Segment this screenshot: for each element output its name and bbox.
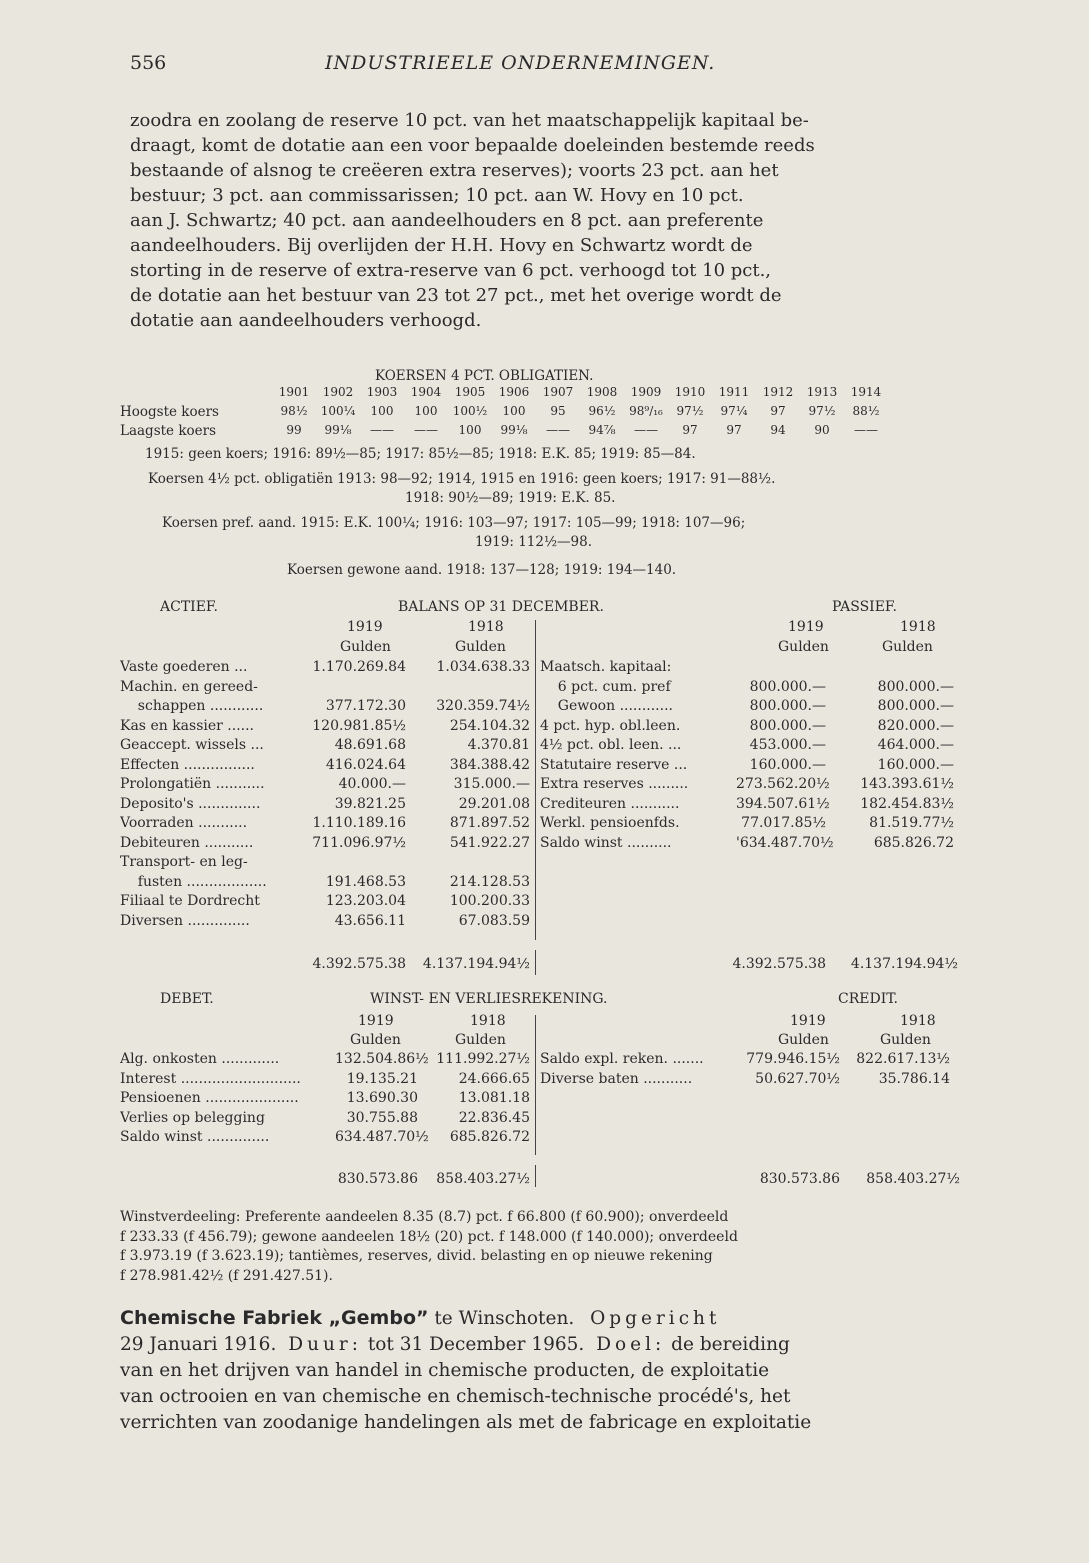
year-header: 1911 — [718, 385, 750, 399]
table-row — [120, 912, 530, 932]
row-label: Diversen .............. — [120, 912, 250, 929]
koersen-note: 1915: geen koers; 1916: 89½—85; 1917: 85½—85; 1918: E.K. 85; 1919: 85—84. — [145, 446, 696, 462]
row-label: Diverse baten ........... — [540, 1070, 693, 1087]
value-1919: 711.096.97½ — [312, 834, 406, 851]
table-row — [120, 795, 530, 815]
wv-title: WINST- EN VERLIESREKENING. — [370, 991, 608, 1007]
row-label: Debiteuren ........... — [120, 834, 254, 851]
value-1918: 315.000.— — [453, 776, 530, 792]
col-unit: Gulden — [778, 639, 829, 655]
col-year: 1918 — [470, 1013, 506, 1029]
koers-value: 98½ — [280, 404, 308, 418]
value-1918: 1.034.638.33 — [436, 659, 530, 675]
table-row — [120, 756, 530, 776]
value-1918: 800.000.— — [877, 698, 954, 714]
koers-value: 94⅞ — [588, 423, 616, 437]
table-row — [120, 775, 530, 795]
table-row — [540, 1050, 950, 1070]
koers-value: 99 — [286, 423, 302, 437]
year-header: 1901 — [278, 385, 310, 399]
value-1919: 19.135.21 — [346, 1070, 418, 1087]
koers-value: 94 — [770, 423, 786, 437]
company-name: Chemische Fabriek „Gembo” — [120, 1307, 429, 1329]
table-row — [540, 678, 954, 698]
value-1919 — [736, 658, 826, 678]
passief-table — [540, 658, 954, 853]
wv-total: 858.403.27½ — [436, 1171, 530, 1187]
text-line: zoodra en zoolang de reserve 10 pct. van het maatschappelijk kapitaal be- — [130, 110, 809, 131]
value-1919: 377.172.30 — [325, 698, 406, 714]
value-1918 — [826, 658, 954, 678]
koers-value: 97½ — [676, 404, 704, 418]
company-location: te Winschoten. — [428, 1308, 575, 1329]
year-header: 1902 — [322, 385, 354, 399]
koers-label: Laagste koers — [120, 423, 217, 439]
koers-value: 90 — [814, 423, 830, 437]
value-1919: 30.755.88 — [346, 1109, 418, 1126]
koers-row — [120, 423, 955, 442]
row-label: Transport- en leg- — [120, 854, 248, 870]
koersen-table — [120, 385, 955, 442]
row-label: Werkl. pensioenfds. — [540, 815, 680, 831]
value-1918: 4.370.81 — [467, 737, 530, 753]
value-1918: 143.393.61½ — [860, 776, 954, 792]
value-1918: 820.000.— — [877, 717, 954, 734]
value-1919: 77.017.85½ — [741, 815, 826, 831]
value-1919 — [312, 853, 406, 873]
text-line: van octrooien en van chemische en chemisch-technische procédé's, het — [120, 1386, 791, 1407]
text-line: f 3.973.19 (f 3.623.19); tantièmes, reserves, divid. belasting en op nieuwe rekening — [120, 1248, 713, 1264]
row-label: Filiaal te Dordrecht — [120, 893, 260, 909]
value-1918: 35.786.14 — [878, 1070, 950, 1087]
table-row — [120, 892, 530, 912]
text-line: bestaande of alsnog te creëeren extra reserves); voorts 23 pct. aan het — [130, 160, 779, 181]
value-1918: 160.000.— — [877, 756, 954, 773]
value-1919: 50.627.70½ — [755, 1070, 840, 1087]
founded-date: 29 Januari 1916. — [120, 1334, 277, 1355]
koersen-note: 1918: 90½—89; 1919: E.K. 85. — [405, 490, 616, 506]
koers-label: Hoogste koers — [120, 404, 219, 420]
col-year: 1918 — [468, 619, 504, 635]
koersen-note: 1919: 112½—98. — [475, 534, 593, 550]
company-entry — [120, 1305, 811, 1436]
value-1918: 100.200.33 — [449, 893, 530, 909]
debet-table — [120, 1050, 530, 1148]
wv-total: 830.573.86 — [759, 1171, 840, 1187]
table-row — [120, 1089, 530, 1109]
value-1919: 123.203.04 — [325, 893, 406, 909]
koers-value: 98⁹/₁₆ — [629, 404, 663, 418]
value-1919: 191.468.53 — [325, 873, 406, 890]
opgericht-label: Opgericht — [590, 1308, 721, 1329]
value-1919: 1.170.269.84 — [312, 659, 406, 675]
row-label: Machin. en gereed- — [120, 678, 258, 695]
text-line: f 233.33 (f 456.79); gewone aandeelen 18½ (20) pct. f 148.000 (f 140.000); onverdeeld — [120, 1228, 738, 1245]
actief-table — [120, 658, 530, 931]
value-1919: 120.981.85½ — [312, 717, 406, 734]
col-year: 1918 — [900, 619, 936, 635]
row-label: Extra reserves ......... — [540, 776, 689, 792]
value-1918: 24.666.65 — [458, 1070, 530, 1087]
intro-paragraph — [130, 108, 960, 333]
value-1918: 541.922.27 — [449, 834, 530, 851]
value-1919: 160.000.— — [749, 756, 826, 773]
table-row — [120, 853, 530, 873]
text-line: Winstverdeeling: Preferente aandeelen 8.35 (8.7) pct. f 66.800 (f 60.900); onverdeeld — [120, 1209, 729, 1225]
row-label: Verlies op belegging — [120, 1109, 265, 1126]
row-label: Saldo winst .............. — [120, 1129, 270, 1145]
col-unit: Gulden — [880, 1032, 931, 1048]
year-header: 1909 — [630, 385, 662, 399]
wv-total: 830.573.86 — [337, 1171, 418, 1187]
koers-value: 100 — [502, 404, 526, 418]
col-unit: Gulden — [882, 639, 933, 655]
value-1919: 779.946.15½ — [746, 1051, 840, 1067]
koers-value: 97 — [682, 423, 698, 437]
duur-label: Duur: — [288, 1334, 362, 1355]
running-title: INDUSTRIEELE ONDERNEMINGEN. — [325, 52, 716, 74]
col-year: 1919 — [788, 619, 824, 635]
text-line: dotatie aan aandeelhouders verhoogd. — [130, 310, 482, 331]
koers-value: 96½ — [588, 404, 616, 418]
koers-value: 100 — [370, 404, 394, 418]
table-row — [120, 834, 530, 854]
value-1918: 800.000.— — [877, 678, 954, 695]
value-1918: 254.104.32 — [449, 717, 530, 734]
credit-table — [540, 1050, 950, 1089]
table-row — [120, 658, 530, 678]
value-1919: 13.690.30 — [346, 1090, 418, 1106]
duration: tot 31 December 1965. — [361, 1334, 585, 1355]
wv-left-heading: DEBET. — [160, 991, 214, 1007]
table-row — [540, 1070, 950, 1090]
value-1919: 48.691.68 — [334, 737, 406, 753]
row-label: Voorraden ........... — [120, 815, 248, 831]
text-line: aandeelhouders. Bij overlijden der H.H. Hovy en Schwartz wordt de — [130, 235, 753, 256]
balans-total: 4.392.575.38 — [732, 956, 826, 972]
value-1919: 43.656.11 — [334, 912, 406, 929]
year-header: 1914 — [850, 385, 882, 399]
value-1918: 320.359.74½ — [436, 698, 530, 714]
wv-right-heading: CREDIT. — [838, 991, 898, 1007]
koers-value: 99⅛ — [324, 423, 352, 437]
row-label: Maatsch. kapitaal: — [540, 659, 672, 675]
row-label: fusten .................. — [120, 873, 267, 890]
column-divider — [535, 1015, 536, 1155]
value-1918 — [406, 853, 530, 873]
value-1918: 67.083.59 — [458, 912, 530, 929]
balans-title: BALANS OP 31 DECEMBER. — [398, 599, 604, 615]
value-1919: 416.024.64 — [325, 756, 406, 773]
year-header: 1913 — [806, 385, 838, 399]
value-1919: 800.000.— — [749, 678, 826, 695]
value-1918 — [406, 678, 530, 698]
col-year: 1918 — [900, 1013, 936, 1029]
year-header: 1906 — [498, 385, 530, 399]
table-row — [120, 717, 530, 737]
value-1919: 273.562.20½ — [736, 776, 830, 792]
col-year: 1919 — [347, 619, 383, 635]
winstverdeeling — [120, 1208, 738, 1286]
text-line: bestuur; 3 pct. aan commissarissen; 10 pct. aan W. Hovy en 10 pct. — [130, 185, 744, 206]
value-1919: 634.487.70½ — [335, 1129, 429, 1145]
table-row — [120, 1070, 530, 1090]
koersen-title: KOERSEN 4 PCT. OBLIGATIEN. — [375, 368, 594, 384]
col-unit: Gulden — [778, 1032, 829, 1048]
value-1919: 453.000.— — [749, 737, 826, 753]
table-row — [540, 697, 954, 717]
balans-right-heading: PASSIEF. — [832, 599, 897, 615]
col-unit: Gulden — [455, 639, 506, 655]
spacer — [120, 385, 272, 404]
koers-value: 99⅛ — [500, 423, 528, 437]
table-row — [540, 795, 954, 815]
row-label: Saldo expl. reken. ....... — [540, 1051, 704, 1067]
row-label: Gewoon ............ — [540, 698, 673, 714]
row-label: 4½ pct. obl. leen. ... — [540, 737, 682, 753]
text-line: aan J. Schwartz; 40 pct. aan aandeelhouders en 8 pct. aan preferente — [130, 210, 764, 231]
row-label: Interest ........................... — [120, 1070, 301, 1087]
value-1918: 871.897.52 — [449, 815, 530, 831]
row-label: Crediteuren ........... — [540, 795, 680, 812]
table-row — [120, 678, 530, 698]
value-1918: 22.836.45 — [458, 1109, 530, 1126]
row-label: 6 pct. cum. pref — [540, 678, 671, 695]
year-header: 1903 — [366, 385, 398, 399]
koers-value: 97¼ — [720, 404, 748, 418]
row-label: schappen ............ — [120, 698, 264, 714]
table-row — [120, 1109, 530, 1129]
table-row — [120, 814, 530, 834]
balans-total: 4.137.194.94½ — [422, 956, 530, 972]
koers-value: —— — [546, 423, 570, 437]
koers-value: —— — [634, 423, 658, 437]
value-1918: 685.826.72 — [873, 834, 954, 851]
column-divider — [535, 950, 536, 975]
doel-label: Doel: — [596, 1334, 666, 1355]
table-row — [540, 834, 954, 854]
row-label: Kas en kassier ...... — [120, 717, 254, 734]
value-1918: 685.826.72 — [449, 1129, 530, 1145]
koers-value: 100 — [458, 423, 482, 437]
value-1919: 132.504.86½ — [335, 1051, 429, 1067]
value-1919: 800.000.— — [749, 717, 826, 734]
koers-value: 97 — [726, 423, 742, 437]
col-year: 1919 — [790, 1013, 826, 1029]
koers-value: —— — [414, 423, 438, 437]
column-divider — [535, 1165, 536, 1187]
wv-total: 858.403.27½ — [866, 1171, 960, 1187]
value-1919: 394.507.61½ — [736, 795, 830, 812]
koers-value: 95 — [550, 404, 566, 418]
row-label: Statutaire reserve ... — [540, 756, 688, 773]
column-divider — [535, 620, 536, 940]
year-header: 1910 — [674, 385, 706, 399]
text-line: f 278.981.42½ (f 291.427.51). — [120, 1267, 333, 1284]
value-1918: 384.388.42 — [449, 756, 530, 773]
value-1919: 1.110.189.16 — [312, 815, 406, 831]
col-unit: Gulden — [340, 639, 391, 655]
row-label: 4 pct. hyp. obl.leen. — [540, 717, 681, 734]
value-1918: 464.000.— — [877, 737, 954, 753]
value-1918: 111.992.27½ — [436, 1051, 530, 1067]
year-header: 1904 — [410, 385, 442, 399]
table-row — [540, 736, 954, 756]
koers-value: —— — [854, 423, 878, 437]
row-label: Alg. onkosten ............. — [120, 1051, 280, 1067]
row-label: Vaste goederen ... — [120, 659, 248, 675]
value-1918: 81.519.77½ — [869, 815, 954, 831]
table-row — [540, 814, 954, 834]
value-1919: '634.487.70½ — [736, 834, 834, 851]
text-line: de dotatie aan het bestuur van 23 tot 27 pct., met het overige wordt de — [130, 285, 782, 306]
value-1918: 182.454.83½ — [860, 795, 954, 812]
koers-value: —— — [370, 423, 394, 437]
balans-left-heading: ACTIEF. — [160, 599, 218, 615]
years-row — [120, 385, 955, 404]
text-line: van en het drijven van handel in chemische producten, de exploitatie — [120, 1360, 770, 1381]
koers-value: 100 — [414, 404, 438, 418]
year-header: 1908 — [586, 385, 618, 399]
text-line: verrichten van zoodanige handelingen als met de fabricage en exploitatie — [120, 1412, 812, 1433]
purpose-start: de bereiding — [665, 1334, 790, 1355]
year-header: 1905 — [454, 385, 486, 399]
koers-value: 100¼ — [320, 404, 356, 418]
value-1918: 214.128.53 — [449, 873, 530, 890]
col-year: 1919 — [358, 1013, 394, 1029]
row-label: Geaccept. wissels ... — [120, 737, 264, 753]
value-1918: 13.081.18 — [458, 1090, 530, 1106]
koersen-note: Koersen pref. aand. 1915: E.K. 100¼; 1916: 103—97; 1917: 105—99; 1918: 107—96; — [162, 515, 746, 531]
table-row — [120, 1050, 530, 1070]
row-label: Saldo winst .......... — [540, 834, 672, 851]
value-1919: 40.000.— — [338, 776, 406, 792]
koersen-note: Koersen gewone aand. 1918: 137—128; 1919: 194—140. — [287, 562, 677, 578]
text-line: storting in de reserve of extra-reserve van 6 pct. verhoogd tot 10 pct., — [130, 260, 772, 281]
balans-total: 4.137.194.94½ — [850, 956, 958, 972]
col-unit: Gulden — [350, 1032, 401, 1048]
table-row — [120, 1128, 530, 1148]
value-1918: 822.617.13½ — [856, 1051, 950, 1067]
koers-value: 97½ — [808, 404, 836, 418]
koersen-note: Koersen 4½ pct. obligatiën 1913: 98—92; 1914, 1915 en 1916: geen koers; 1917: 91—88½. — [148, 471, 776, 487]
row-label: Prolongatiën ........... — [120, 776, 265, 792]
year-header: 1912 — [762, 385, 794, 399]
text-line: draagt, komt de dotatie aan een voor bepaalde doeleinden bestemde reeds — [130, 135, 815, 156]
value-1919: 800.000.— — [749, 698, 826, 714]
value-1919: 39.821.25 — [334, 795, 406, 812]
koers-row — [120, 404, 955, 423]
table-row — [540, 658, 954, 678]
table-row — [540, 717, 954, 737]
koers-value: 100½ — [452, 404, 488, 418]
value-1918: 29.201.08 — [458, 795, 530, 812]
value-1919 — [312, 678, 406, 698]
table-row — [120, 736, 530, 756]
page-number: 556 — [130, 52, 167, 74]
col-unit: Gulden — [455, 1032, 506, 1048]
row-label: Effecten ................ — [120, 756, 255, 773]
koers-value: 97 — [770, 404, 786, 418]
table-row — [120, 873, 530, 893]
balans-total: 4.392.575.38 — [312, 956, 406, 972]
year-header: 1907 — [542, 385, 574, 399]
table-row — [540, 756, 954, 776]
koers-value: 88½ — [852, 404, 880, 418]
table-row — [120, 697, 530, 717]
row-label: Pensioenen ..................... — [120, 1090, 299, 1106]
table-row — [540, 775, 954, 795]
row-label: Deposito's .............. — [120, 795, 261, 812]
